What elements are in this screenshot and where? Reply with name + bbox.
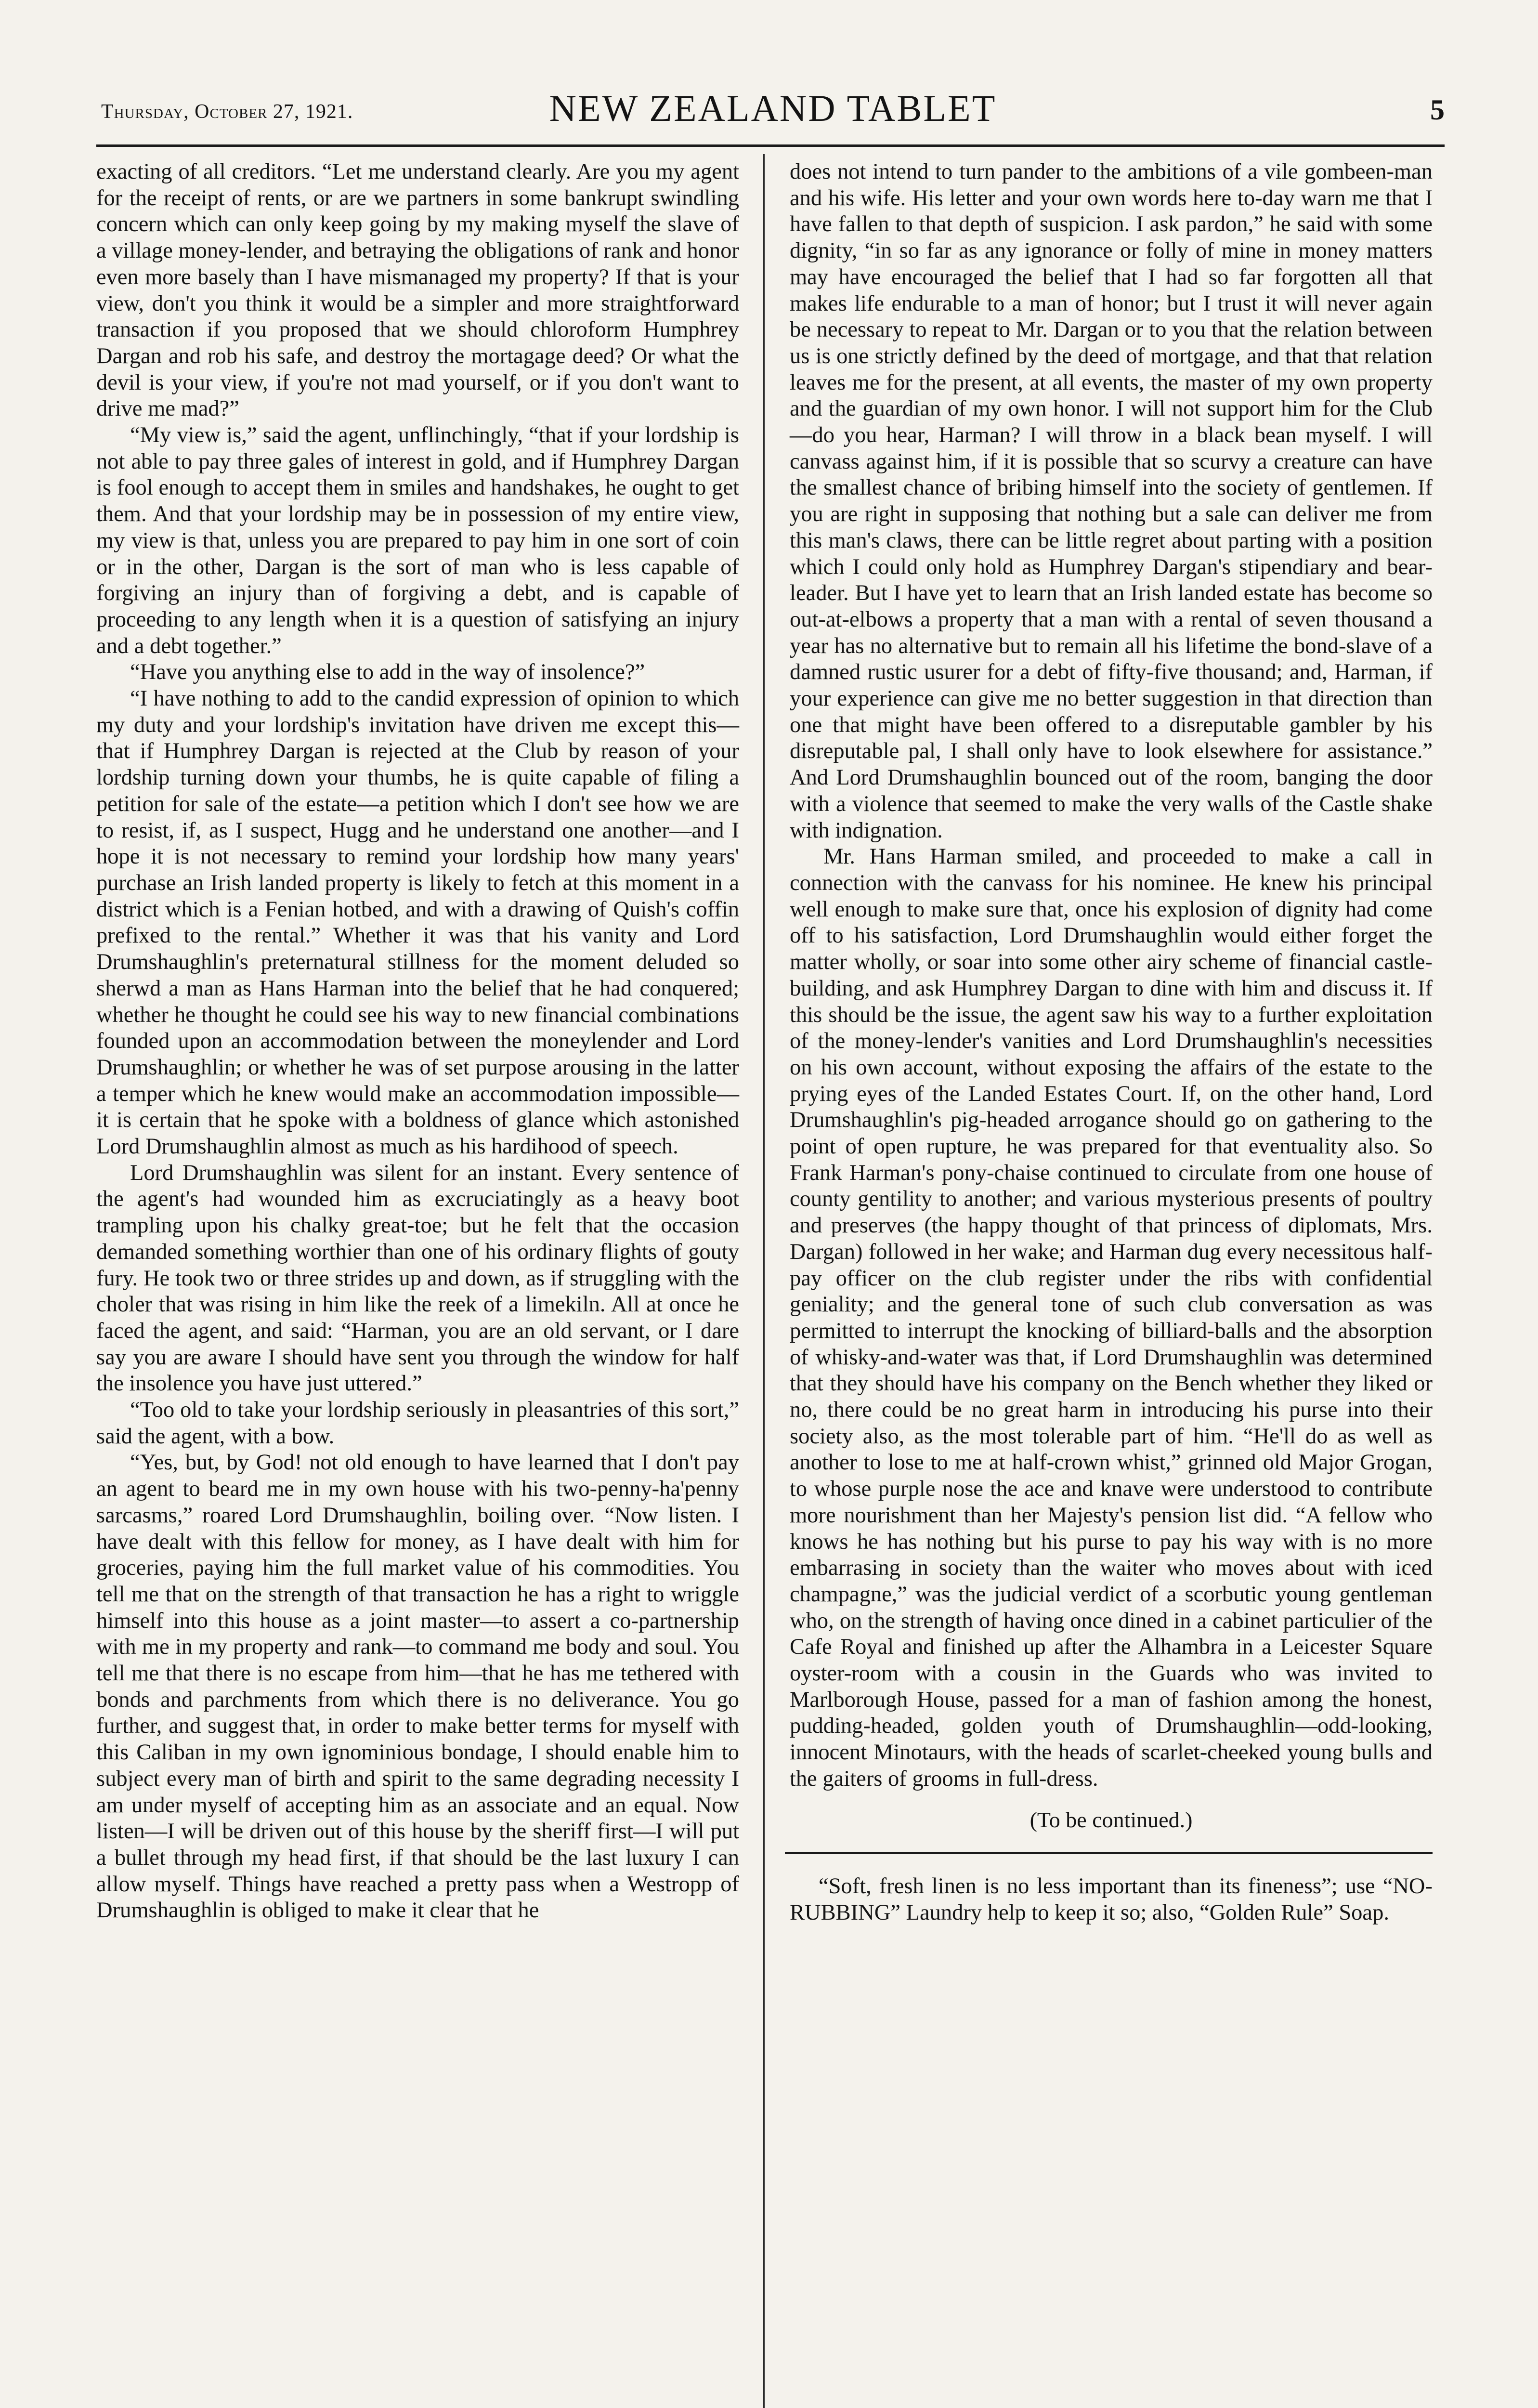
issue-date: Thursday, October 27, 1921. [101, 101, 353, 123]
left-paragraph: “Have you anything else to add in the way of insolence?” [130, 660, 645, 685]
page-header [101, 87, 1445, 140]
left-paragraph: “My view is,” said the agent, unflinchingly, “that if your lordship is not able to pay three gales of interest in gold, and if Humphrey Dargan is fool enough to accept them in smiles and handshakes, he ought to get them. And that your lordship may be in possession of my entire view, my view is that, unless you are prepared to pay him in one sort of coin or in the other, Dargan is the sort of man who is less capable of forgiving an injury than of forgiving a debt, and is capable of proceeding to any length when it is a question of satisfying an injury and a debt together.” [96, 423, 739, 658]
left-paragraph: exacting of all creditors. “Let me understand clearly. Are you my agent for the receipt of rents, or are we partners in some bankrupt swindling concern which can only keep going by my making myself the slave of a village money-lender, and betraying the obligations of rank and honor even more basely than I have mismanaged my property? If that is your view, don't you think it would be a simpler and more straightforward transaction if you proposed that we should chloroform Humphrey Dargan and rob his safe, and destroy the mortagage deed? Or what the devil is your view, if you're not mad yourself, or if you don't want to drive me mad?” [96, 159, 739, 421]
left-paragraph: “Yes, but, by God! not old enough to have learned that I don't pay an agent to beard me in my own house with his two-penny-ha'penny sarcasms,” roared Lord Drumshaughlin, boiling over. “Now listen. I have dealt with this fellow for money, as I have dealt with him for groceries, paying him the full market value of his commodities. You tell me that on the strength of that transaction he has a right to wriggle himself into this house as a joint master—to assert a co-partnership with me in my property and rank—to command me body and soul. You tell me that there is no escape from him—that he has me tethered with bonds and parchments from which there is no deliverance. You go further, and suggest that, in order to make better terms for myself with this Caliban in my own ignominious bondage, I should enable him to subject every man of birth and spirit to the same degrading necessity I am under myself of accepting him as an associate and an equal. Now listen—I will be driven out of this house by the sheriff first—I will put a bullet through my head first, if that should be the last luxury I can allow myself. Things have reached a pretty pass when a Westropp of Drumshaughlin is obliged to make it clear that he [96, 1450, 739, 1923]
right-paragraph: Mr. Hans Harman smiled, and proceeded to make a call in connection with the canvass for his nominee. He knew his principal well enough to make sure that, once his explosion of dignity had come off to his satisfaction, Lord Drumshaughlin would either forget the matter wholly, or soar into some other airy scheme of financial castle-building, and ask Humphrey Dargan to dine with him and discuss it. If this should be the issue, the agent saw his way to a further exploitation of the money-lender's vanities and Lord Drumshaughlin's necessities on his own account, without exposing the affairs of the estate to the prying eyes of the Landed Estates Court. If, on the other hand, Lord Drumshaughlin's pig-headed arrogance should go on gathering to the point of open rupture, he was prepared for that eventuality also. So Frank Harman's pony-chaise continued to circulate from one house of county gentility to another; and various mysterious presents of poultry and preserves (the happy thought of that princess of diplomats, Mrs. Dargan) followed in her wake; and Harman dug every necessitous half-pay officer on the club register under the ribs with confidential geniality; and the general tone of such club conversation as was permitted to interrupt the knocking of billiard-balls and the absorption of whisky-and-water was that, if Lord Drumshaughlin was determined that they should have his company on the Bench whether they liked or no, there could be no great harm in introducing his purse into their society also, as the most tolerable part of him. “He'll do as well as another to lose to me at half-crown whist,” grinned old Major Grogan, to whose purple nose the ace and knave were understood to contribute more nourishment than her Majesty's pension list did. “A fellow who knows he has nothing but his purse to pay his way with is no more embarrasing in society than the waiter who moves about with iced champagne,” was the judicial verdict of a scorbutic young gentleman who, on the strength of having once dined in a cabinet particulier of the Cafe Royal and finished up after the Alhambra in a Leicester Square oyster-room with a cousin in the Guards who was invited to Marlborough House, passed for a man of fashion among the honest, pudding-headed, golden youth of Drumshaughlin—odd-looking, innocent Minotaurs, with the heads of scarlet-cheeked young bulls and the gaiters of grooms in full-dress. [790, 844, 1433, 1791]
header-rule [96, 144, 1445, 147]
left-column [96, 159, 739, 1924]
left-paragraph: “I have nothing to add to the candid expression of opinion to which my duty and your lordship's invitation have driven me except this—that if Humphrey Dargan is rejected at the Club by reason of your lordship turning down your thumbs, he is quite capable of filing a petition for sale of the estate—a petition which I don't see how we are to resist, if, as I suspect, Hugg and he understand one another—and I hope it is not necessary to remind your lordship how many years' purchase an Irish landed property is likely to fetch at this moment in a district which is a Fenian hotbed, and with a drawing of Quish's coffin prefixed to the rental.” Whether it was that his vanity and Lord Drumshaughlin's preternatural stillness for the moment deluded so sherwd a man as Hans Harman into the belief that he had conquered; whether he thought he could see his way to new financial combinations founded upon an accommodation between the moneylender and Lord Drumshaughlin; or whether he was of set purpose arousing in the latter a temper which he knew would make an accommodation impossible—it is certain that he spoke with a boldness of glance which astonished Lord Drumshaughlin almost as much as his hardihood of speech. [96, 686, 739, 1159]
right-column [790, 159, 1433, 1926]
masthead-title: NEW ZEALAND TABLET [549, 87, 997, 129]
ad-separator [785, 1852, 1433, 1854]
left-paragraph: “Too old to take your lordship seriously in pleasantries of this sort,” said the agent, with a bow. [96, 1398, 739, 1449]
laundry-ad-text: “Soft, fresh linen is no less important than its fineness”; use “NO-RUBBING” Laundry help to keep it so; also, “Golden Rule” Soap. [790, 1874, 1433, 1925]
to-be-continued: (To be continued.) [1030, 1807, 1193, 1832]
laundry-ad [790, 1873, 1433, 1926]
left-paragraph: Lord Drumshaughlin was silent for an instant. Every sentence of the agent's had wounded him as excruciatingly as a heavy boot trampling upon his chalky great-toe; but he felt that the occasion demanded something worthier than one of his ordinary flights of gouty fury. He took two or three strides up and down, as if struggling with the choler that was rising in him like the reek of a limekiln. All at once he faced the agent, and said: “Harman, you are an old servant, or I dare say you are aware I should have sent you through the window for half the insolence you have just uttered.” [96, 1160, 739, 1396]
page-number: 5 [1430, 94, 1445, 126]
column-divider [763, 154, 765, 2408]
right-paragraph: does not intend to turn pander to the ambitions of a vile gombeen-man and his wife. His letter and your own words here to-day warn me that I have fallen to that depth of suspicion. I ask pardon,” he said with some dignity, “in so far as any ignorance or folly of mine in money matters may have encouraged the belief that I had so far forgotten all that makes life endurable to a man of honor; but I trust it will never again be necessary to repeat to Mr. Dargan or to you that the relation between us is one strictly defined by the deed of mortgage, and that that relation leaves me for the present, at all events, the master of my own property and the guardian of my own honor. I will not support him for the Club—do you hear, Harman? I will throw in a black bean myself. I will canvass against him, if it is possible that so scurvy a creature can have the smallest chance of bribing himself into the society of gentlemen. If you are right in supposing that nothing but a sale can deliver me from this man's claws, there can be little regret about parting with a position which I could only hold as Humphrey Dargan's stipendiary and bear-leader. But I have yet to learn that an Irish landed estate has become so out-at-elbows a property that a man with a rental of seven thousand a year has no alternative but to remain all his lifetime the bond-slave of a damned rustic usurer for a debt of fifty-five thousand; and, Harman, if your experience can give me no better suggestion in that direction than one that might have been offered to a disreputable gambler by his disreputable pal, I shall only have to look elsewhere for assistance.” And Lord Drumshaughlin bounced out of the room, banging the door with a violence that seemed to make the very walls of the Castle shake with indignation. [790, 159, 1433, 843]
